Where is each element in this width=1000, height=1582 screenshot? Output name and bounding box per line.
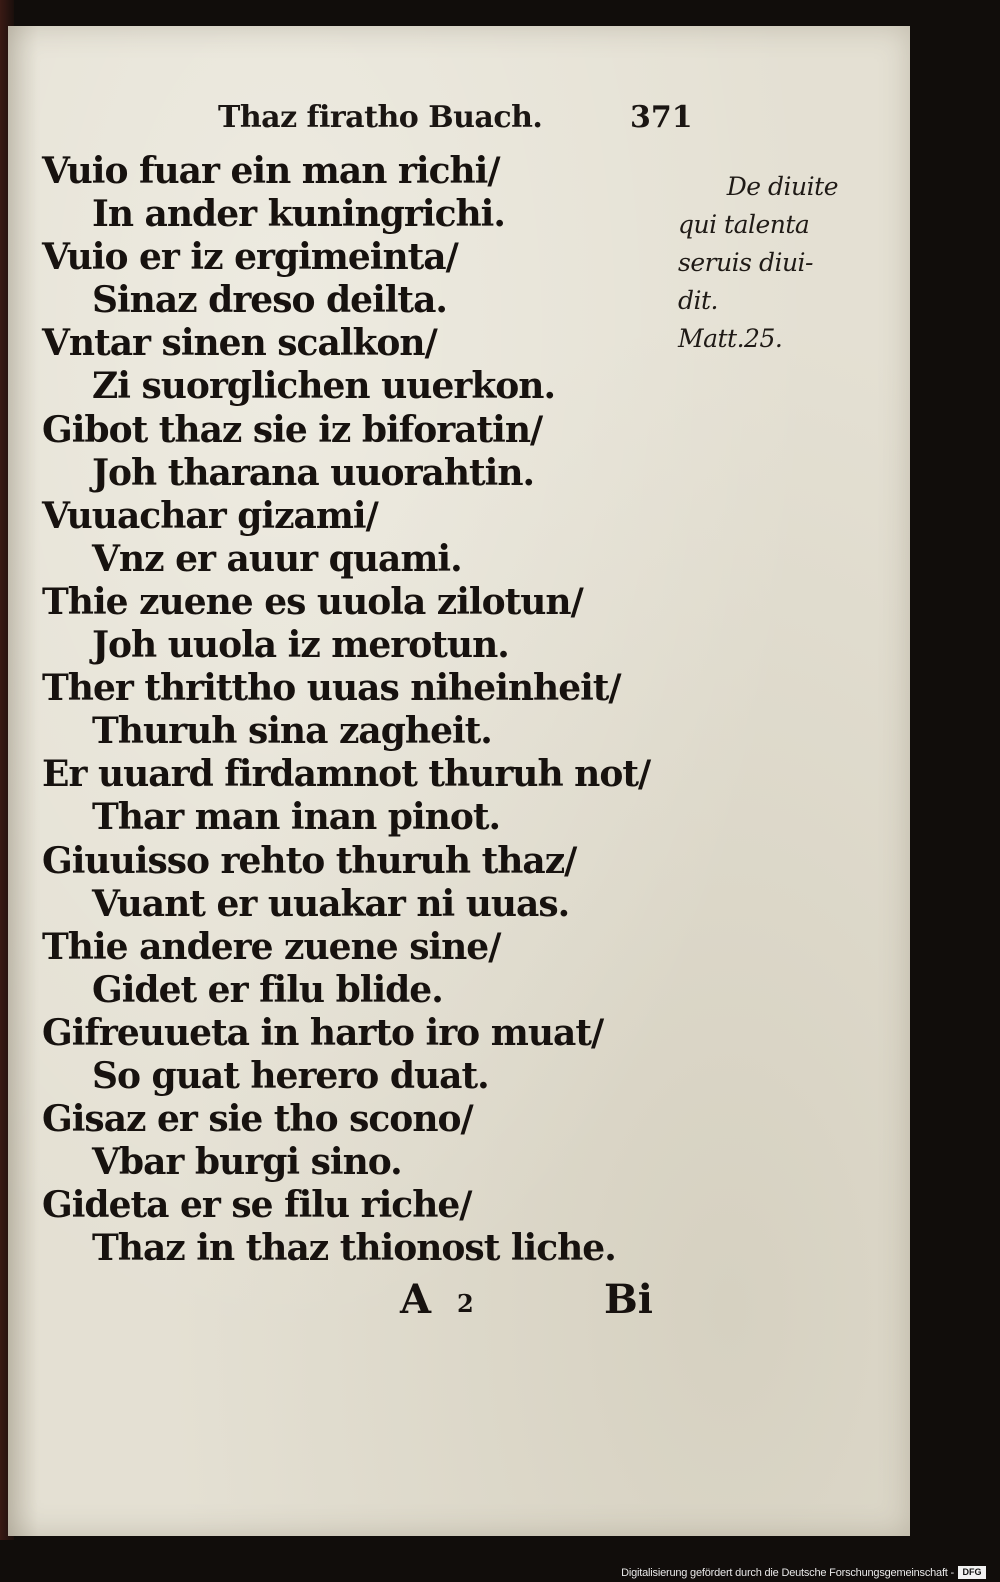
running-head: Thaz firatho Buach.: [218, 100, 543, 135]
verse-line: Giuuisso rehto thuruh thaz/: [42, 839, 577, 882]
verse-line: Gideta er se filu riche/: [42, 1184, 472, 1227]
verse-line: Thuruh sina zagheit.: [92, 710, 492, 753]
verse-line: Gibot thaz sie iz biforatin/: [42, 408, 543, 451]
catchword: Bi: [604, 1276, 654, 1323]
marginal-note-line: De diuite: [726, 172, 838, 201]
verse-line: Thar man inan pinot.: [92, 796, 500, 839]
verse-line: Vnz er auur quami.: [92, 537, 462, 580]
verse-line: Gifreuueta in harto iro muat/: [42, 1011, 604, 1054]
verse-line: Vntar sinen scalkon/: [42, 322, 437, 365]
signature-mark: [400, 1276, 474, 1323]
marginal-note-reference: Matt.25.: [678, 324, 783, 353]
verse-block: [42, 150, 722, 1270]
marginal-note: [678, 168, 838, 358]
verse-line: Vbar burgi sino.: [92, 1141, 402, 1184]
marginal-note-line: seruis diui-: [678, 248, 813, 277]
verse-line: Vuuachar gizami/: [42, 494, 378, 537]
verse-line: Joh uuola iz merotun.: [92, 624, 509, 667]
verse-line: In ander kuningrichi.: [92, 193, 505, 236]
dfg-logo: DFG: [958, 1566, 986, 1579]
page-number: 371: [630, 100, 693, 135]
verse-line: Vuio fuar ein man richi/: [42, 150, 500, 192]
signature-letter: A: [400, 1276, 432, 1323]
verse-line: Gisaz er sie tho scono/: [42, 1098, 473, 1141]
verse-line: Ther thrittho uuas niheinheit/: [42, 667, 621, 710]
marginal-note-line: qui talenta: [678, 210, 810, 239]
verse-line: Vuio er iz ergimeinta/: [42, 236, 458, 279]
verse-line: Gidet er filu blide.: [92, 968, 443, 1011]
verse-line: Thie zuene es uuola zilotun/: [42, 580, 583, 623]
verse-line: Zi suorglichen uuerkon.: [92, 365, 556, 408]
verse-line: Joh tharana uuorahtin.: [92, 451, 535, 494]
verse-line: Sinaz dreso deilta.: [92, 279, 447, 322]
signature-number: 2: [457, 1288, 474, 1318]
digitization-credit: Digitalisierung gefördert durch die Deutsche Forschungsgemeinschaft -: [621, 1567, 954, 1579]
verse-line: Thie andere zuene sine/: [42, 925, 501, 968]
verse-line: So guat herero duat.: [92, 1054, 489, 1097]
verse-line: Thaz in thaz thionost liche.: [92, 1227, 616, 1270]
marginal-note-line: dit.: [678, 286, 718, 315]
verse-line: Vuant er uuakar ni uuas.: [92, 882, 570, 925]
verse-line: Er uuard firdamnot thuruh not/: [42, 753, 651, 796]
